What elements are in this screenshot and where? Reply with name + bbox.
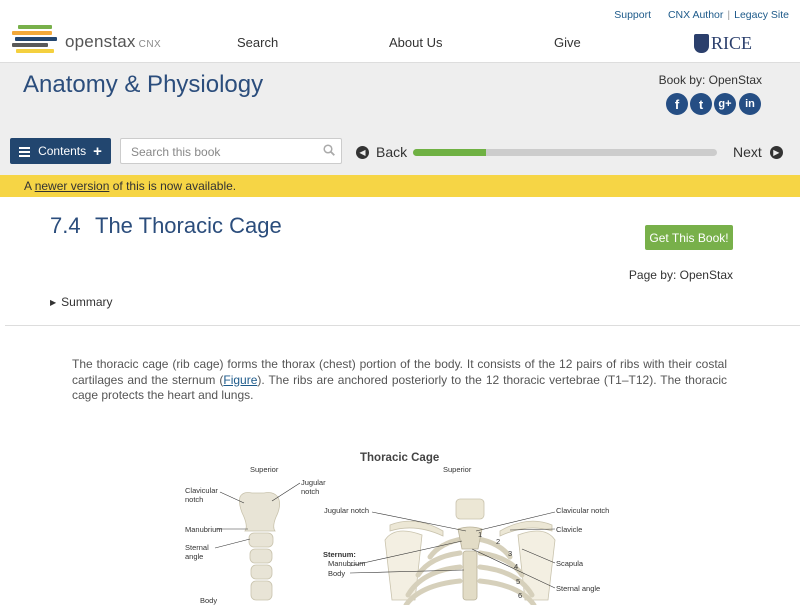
- book-header: [0, 62, 800, 176]
- chevron-right-icon: ▶: [770, 146, 783, 159]
- linkedin-icon[interactable]: in: [739, 93, 761, 115]
- rice-shield-icon: [694, 34, 709, 53]
- contents-button[interactable]: Contents +: [10, 138, 111, 164]
- label-sternal-angle-left: Sternal angle: [185, 543, 209, 561]
- search-icon[interactable]: [323, 144, 335, 156]
- next-button[interactable]: Next ▶: [733, 144, 783, 160]
- twitter-icon[interactable]: t: [690, 93, 712, 115]
- cnx-author-link[interactable]: CNX Author: [667, 9, 724, 21]
- book-progress-bar: [413, 149, 717, 156]
- book-title[interactable]: Anatomy & Physiology: [23, 71, 264, 98]
- list-icon: [19, 147, 30, 156]
- intro-paragraph: The thoracic cage (rib cage) forms the thorax (chest) portion of the body. It consists of the 12 pairs of ribs with their costal cartilages and the sternum (Figure). The ribs are anchored posteriorly to the 12 thoracic vertebrae (T1–T12). The thoracic cage protects the heart and lungs.: [72, 357, 727, 402]
- rib-number: 2: [496, 537, 501, 546]
- figure-link[interactable]: Figure: [223, 372, 258, 387]
- label-superior-left: Superior: [250, 465, 279, 474]
- get-this-book-button[interactable]: Get This Book!: [645, 225, 733, 250]
- label-sternal-angle-right: Sternal angle: [556, 584, 601, 593]
- summary-toggle[interactable]: ▶ Summary: [50, 295, 113, 309]
- figure-title: Thoracic Cage: [360, 452, 440, 464]
- support-link[interactable]: Support: [614, 9, 652, 21]
- label-body-left: Body: [200, 596, 218, 605]
- legacy-site-link[interactable]: Legacy Site: [734, 9, 789, 21]
- nav-give[interactable]: Give: [554, 35, 581, 50]
- logo-wordmark: openstax CNX: [65, 32, 162, 51]
- label-body-right: Body: [328, 569, 346, 578]
- rib-number: 1: [478, 530, 483, 539]
- thoracic-cage-figure: [160, 445, 640, 605]
- page-by: Page by: OpenStax: [628, 268, 733, 282]
- newer-version-link[interactable]: newer version: [34, 179, 110, 193]
- label-manubrium-left: Manubrium: [185, 525, 223, 534]
- rib-number: 5: [516, 577, 521, 586]
- section-number: 7.4: [50, 213, 81, 238]
- label-jugular-notch-left: Jugular notch: [301, 478, 326, 496]
- utility-links: Support CNX Author | Legacy Site: [614, 9, 789, 21]
- label-scapula: Scapula: [556, 559, 584, 568]
- triangle-right-icon: ▶: [50, 298, 57, 307]
- openstax-logo[interactable]: [12, 25, 172, 55]
- rice-logo[interactable]: RICE: [694, 32, 752, 54]
- divider: [5, 325, 800, 326]
- top-navigation: [0, 0, 800, 62]
- chevron-left-icon: ◀: [356, 146, 369, 159]
- plus-icon: +: [93, 142, 102, 160]
- book-by: Book by: OpenStax: [658, 73, 762, 87]
- label-manubrium-right: Manubrium: [328, 559, 366, 568]
- page-title: The Thoracic Cage: [95, 213, 282, 238]
- label-clavicular-notch-left: Clavicular notch: [185, 486, 218, 504]
- nav-about-us[interactable]: About Us: [389, 35, 443, 50]
- facebook-icon[interactable]: f: [666, 93, 688, 115]
- progress-fill: [413, 149, 486, 156]
- label-superior-right: Superior: [443, 465, 472, 474]
- rib-number: 3: [508, 549, 513, 558]
- book-stack-icon: [12, 25, 58, 55]
- label-clavicular-notch-right: Clavicular notch: [556, 506, 610, 515]
- label-clavicle: Clavicle: [556, 525, 583, 534]
- search-input[interactable]: [129, 143, 318, 161]
- newer-version-notice: A newer version of this is now available.: [0, 175, 800, 197]
- label-sternum: Sternum:: [323, 550, 356, 559]
- thoracic-cage-illustration: [160, 445, 640, 600]
- rib-number: 4: [514, 562, 519, 571]
- search-box: [120, 138, 342, 164]
- back-button[interactable]: ◀ Back: [356, 144, 407, 160]
- google-plus-icon[interactable]: g+: [714, 93, 736, 115]
- label-jugular-notch-right: Jugular notch: [324, 506, 370, 515]
- rib-number: 6: [518, 591, 523, 600]
- nav-search[interactable]: Search: [237, 35, 279, 50]
